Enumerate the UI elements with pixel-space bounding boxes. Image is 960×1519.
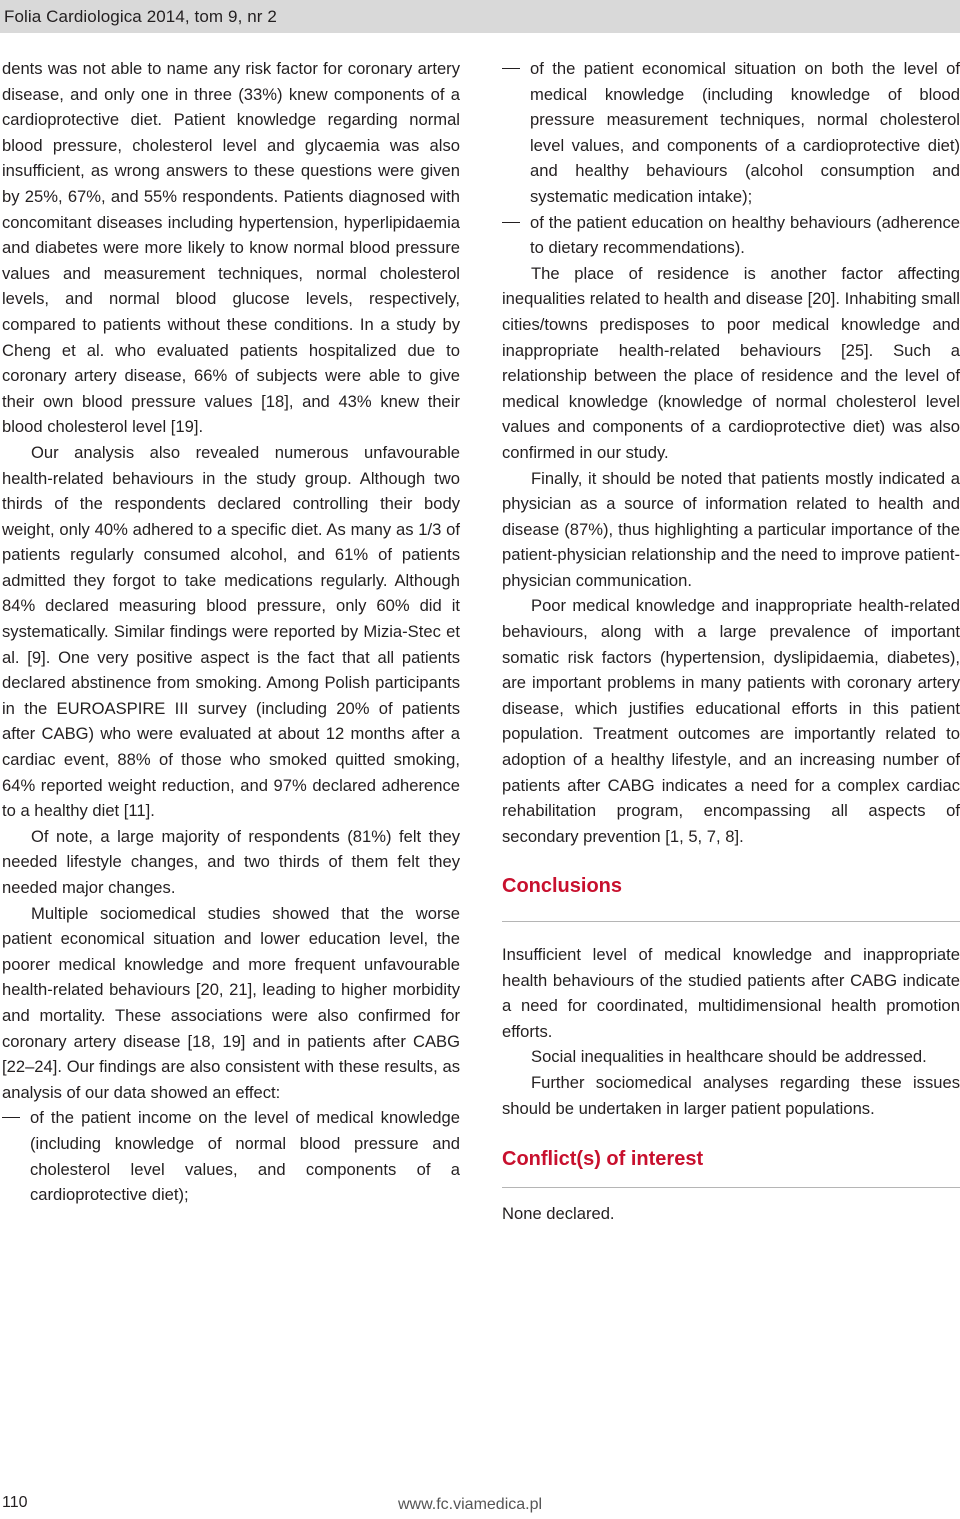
conflict-of-interest-heading: Conflict(s) of interest [502, 1147, 960, 1188]
paragraph: Finally, it should be noted that patients mostly indicated a physician as a source of information related to health and disease (87%), thus highlighting a particular importance of the patient-physician relationship and the need to improve patient-physician communication. [502, 468, 960, 590]
effects-list [502, 56, 960, 261]
paragraph: Multiple sociomedical studies showed that the worse patient economical situation and lower education level, the poorer medical knowledge and more frequent unfavourable health-related behaviours [20, 21], leading to higher morbidity and mortality. These associations were also confirmed for coronary artery disease [18, 19] and in patients after CABG [22–24]. Our findings are also consistent with these results, as analysis of our data showed an effect: [2, 903, 460, 1102]
paragraph: Insufficient level of medical knowledge and inappropriate health behaviours of the studied patients after CABG indicate a need for coordinated, multidimensional health promotion efforts. [502, 945, 960, 1041]
paragraph: Further sociomedical analyses regarding these issues should be undertaken in larger patient populations. [502, 1072, 960, 1118]
list-item: of the patient economical situation on both the level of medical knowledge (including knowledge of blood pressure measurement techniques, normal cholesterol level values, and components of a cardioprotective diet) and healthy behaviours (alcohol consumption and systematic medication intake); [502, 56, 960, 210]
right-column [502, 56, 960, 1226]
journal-url: www.fc.viamedica.pl [398, 1496, 543, 1513]
paragraph: None declared. [502, 1203, 615, 1223]
effects-list [2, 1105, 460, 1207]
paragraph: The place of residence is another factor affecting inequalities related to health and disease [20]. Inhabiting small cities/towns predisposes to poor medical knowledge and inappropriate health-related behaviours [25]. Such a relationship between the place of residence and the level of medical knowledge (knowledge of normal cholesterol level values and components of a cardioprotective diet) was also confirmed in our study. [502, 263, 960, 462]
paragraph: dents was not able to name any risk factor for coronary artery disease, and only one in three (33%) knew components of a cardioprotective diet. Patient knowledge regarding normal blood pressure, cholesterol level and glycaemia was also insufficient, as wrong answers to these questions were given by 25%, 67%, and 55% respondents. Patients diagnosed with concomitant diseases including hypertension, hyperlipidaemia and diabetes were more likely to know normal blood pressure values and measurement techniques, normal cholesterol levels, and normal blood glucose levels, respectively, compared to patients without these conditions. In a study by Cheng et al. who evaluated patients hospitalized due to coronary artery disease, 66% of subjects were able to give their own blood pressure values [18], and 43% knew their blood cholesterol level [19]. [2, 59, 460, 437]
conclusions-heading: Conclusions [502, 874, 960, 922]
left-column [2, 56, 460, 1208]
page-number: 110 [2, 1494, 28, 1511]
paragraph: Social inequalities in healthcare should be addressed. [531, 1047, 927, 1067]
list-item: of the patient education on healthy behaviours (adherence to dietary recommendations). [502, 210, 960, 261]
list-item: of the patient income on the level of medical knowledge (including knowledge of normal blood pressure and cholesterol level values, and components of a cardioprotective diet); [2, 1105, 460, 1207]
running-header [0, 0, 960, 33]
paragraph: Of note, a large majority of respondents (81%) felt they needed lifestyle changes, and two thirds of them felt they needed major changes. [2, 826, 460, 897]
journal-title: Folia Cardiologica 2014, tom 9, nr 2 [4, 7, 277, 26]
paragraph: Our analysis also revealed numerous unfavourable health-related behaviours in the study group. Although two thirds of the respondents declared controlling their body weight, only 40% adhered to a specific diet. As many as 1/3 of patients regularly consumed alcohol, and 61% of patients admitted they forgot to take medications regularly. Although 84% declared measuring blood pressure, only 60% did it systematically. Similar findings were reported by Mizia-Stec et al. [9]. One very positive aspect is the fact that all patients declared abstinence from smoking. Among Polish participants in the EUROASPIRE III survey (including 20% of patients after CABG) who were evaluated at about 12 months after a cardiac event, 88% of those who smoked quitted smoking, 64% reported weight reduction, and 97% declared adherence to a healthy diet [11]. [2, 442, 460, 821]
paragraph: Poor medical knowledge and inappropriate health-related behaviours, along with a large prevalence of important somatic risk factors (hypertension, dyslipidaemia, diabetes), are important problems in many patients with coronary artery disease, which justifies educational efforts in this patient population. Treatment outcomes are importantly related to adoption of a healthy lifestyle, and an increasing number of patients after CABG indicates a need for a complex cardiac rehabilitation program, encompassing all aspects of secondary prevention [1, 5, 7, 8]. [502, 596, 960, 846]
